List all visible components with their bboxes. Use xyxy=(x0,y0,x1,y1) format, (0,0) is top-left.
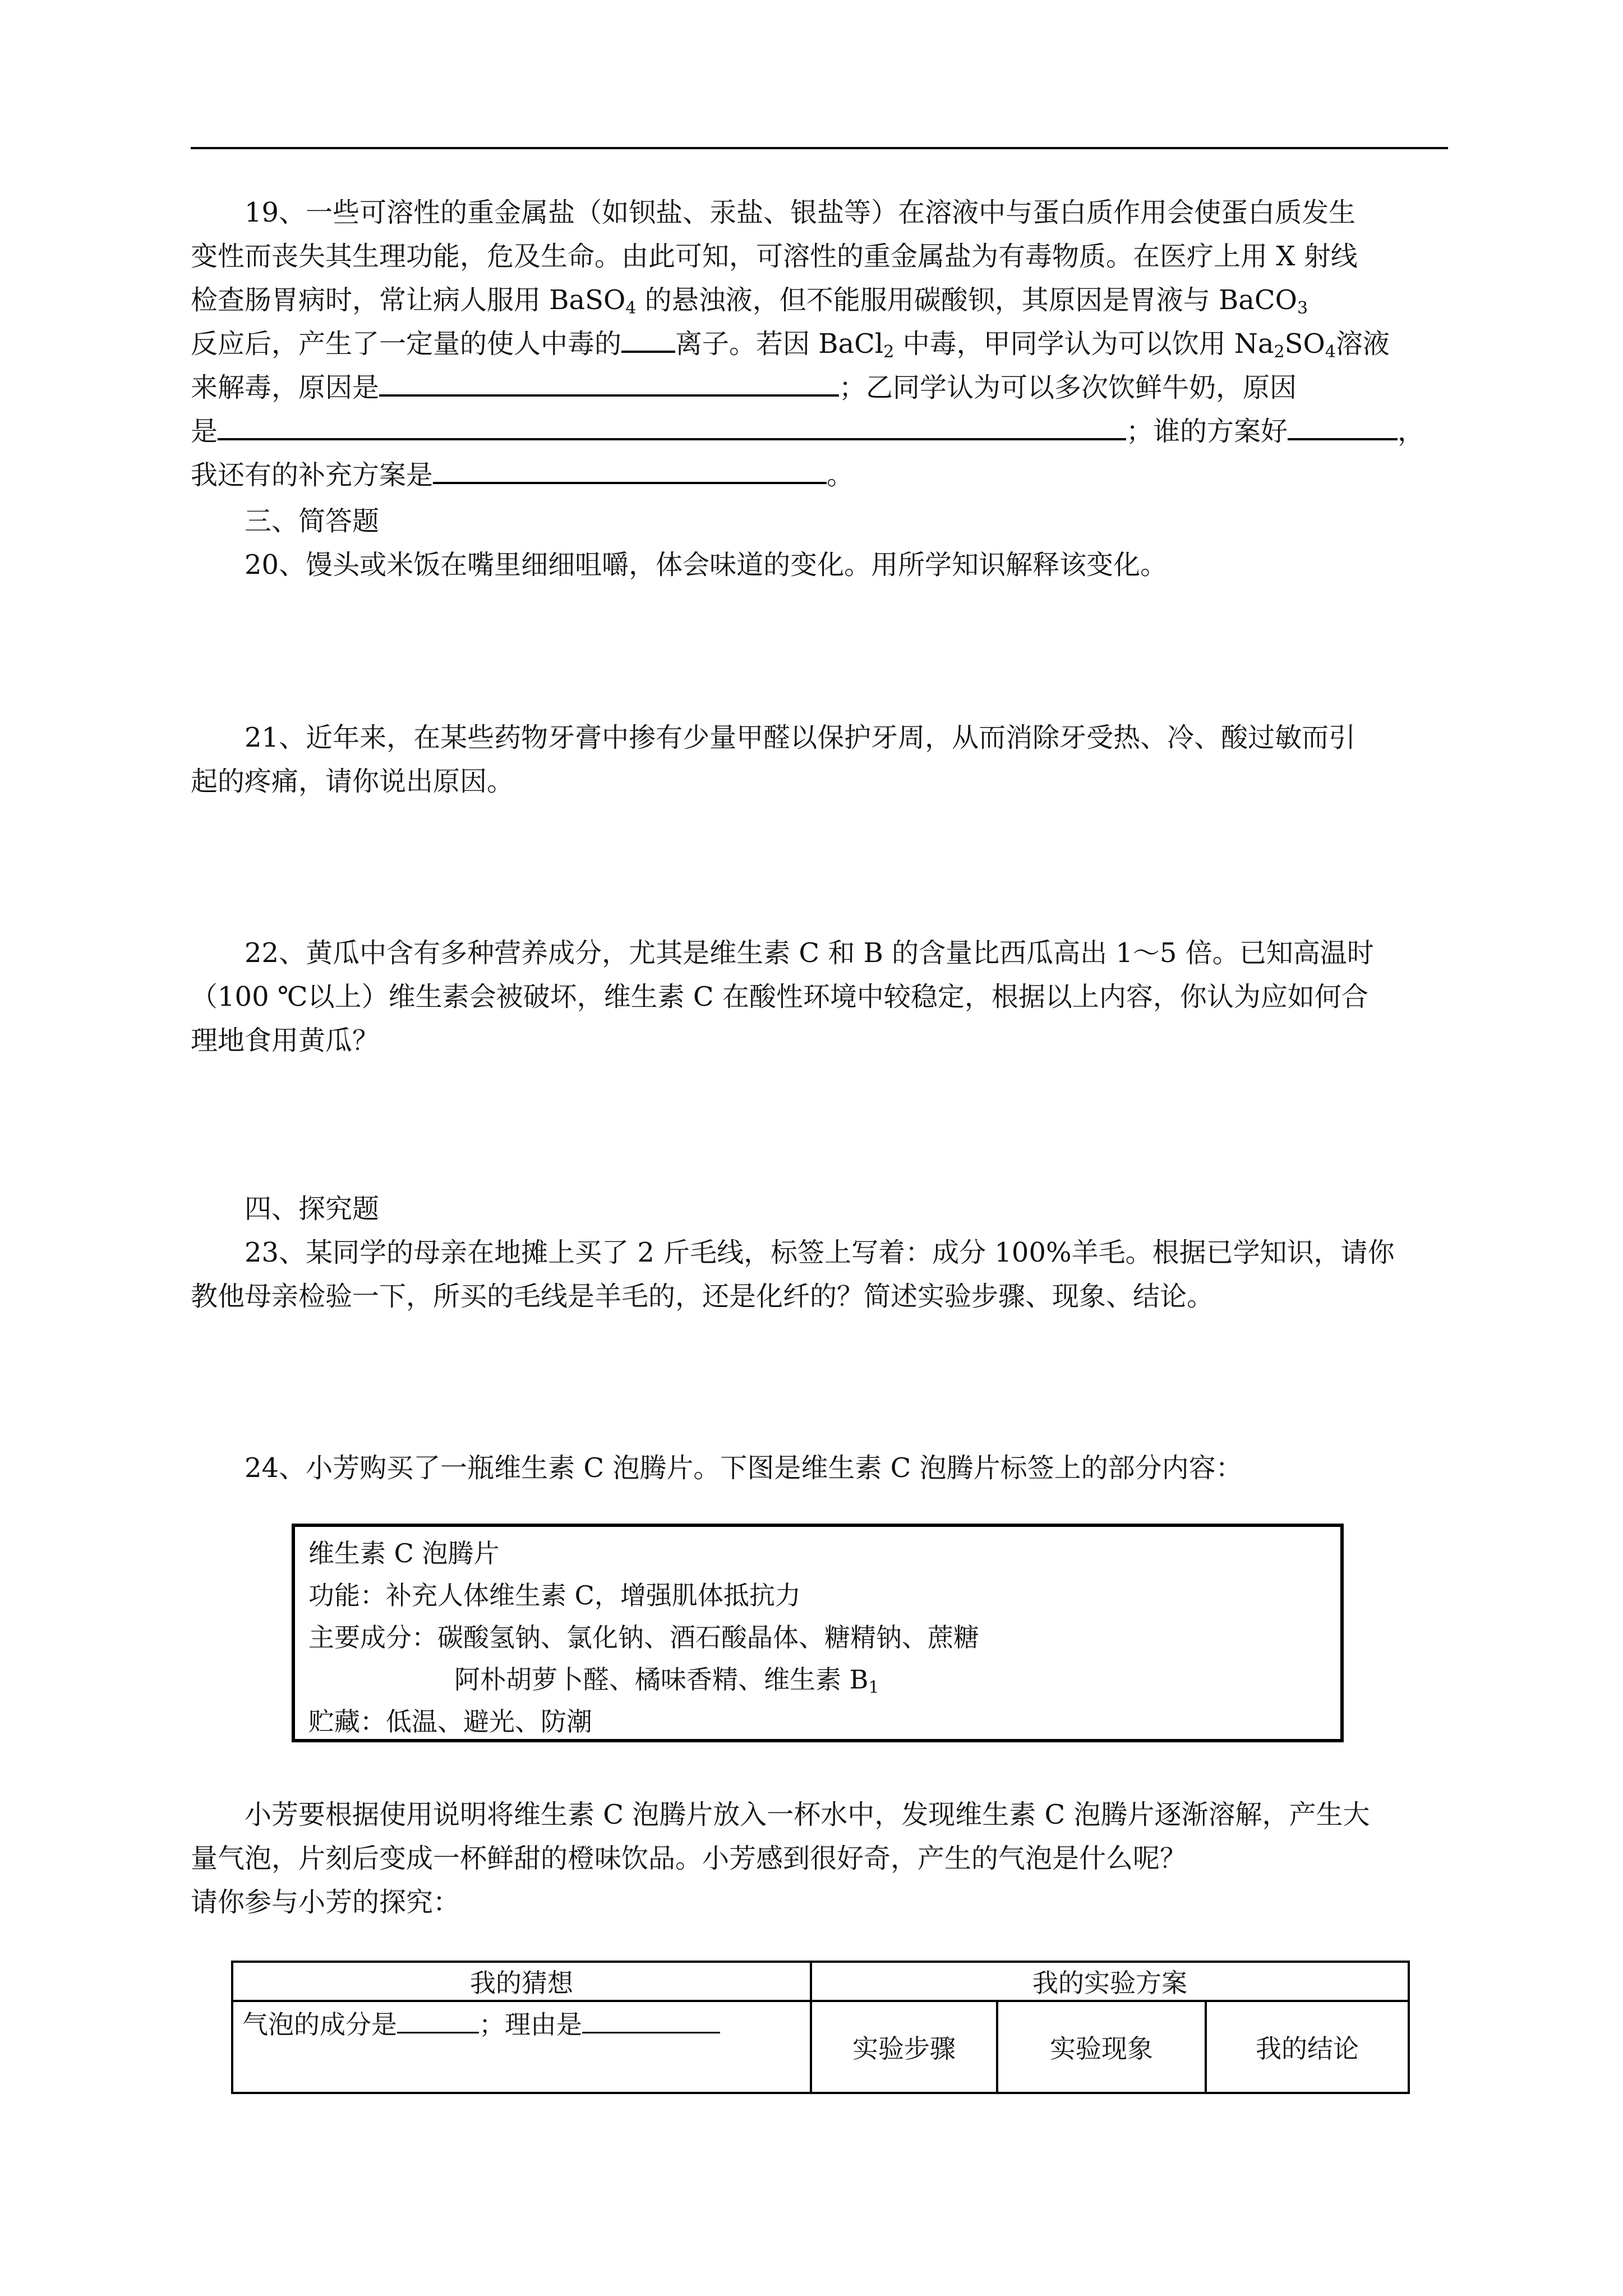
better-plan-blank[interactable] xyxy=(1288,412,1398,440)
q21-line-1: 21、近年来，在某些药物牙膏中掺有少量甲醛以保护牙周，从而消除牙受热、冷、酸过敏而引 xyxy=(245,722,1356,753)
question-23 xyxy=(191,1231,1448,1318)
q19-line-3: 检查肠胃病时，常让病人服用 BaSO$_4$ 的悬浊液，但不能服用碳酸钡，其原因是胃液与 BaCO$_3$ xyxy=(191,284,1308,318)
q23-line-1: 23、某同学的母亲在地摊上买了 2 斤毛线，标签上写着：成分 100%羊毛。根据已学知识，请你 xyxy=(245,1237,1395,1268)
question-20: 20、馒头或米饭在嘴里细细咀嚼，体会味道的变化。用所学知识解释该变化。 xyxy=(245,549,1168,581)
reason-answer-blank[interactable] xyxy=(582,2009,720,2033)
header-my-guess: 我的猜想 xyxy=(232,1962,811,2001)
header-rule xyxy=(191,147,1448,149)
inquiry-table xyxy=(231,1961,1410,2094)
q21-line-2: 起的疼痛，请你说出原因。 xyxy=(191,766,514,797)
question-22 xyxy=(191,931,1448,1062)
col-experiment-steps: 实验步骤 xyxy=(811,2001,997,2093)
q19-line-4: 反应后，产生了一定量的使人中毒的 离子。若因 BaCl$_2$ 中毒，甲同学认为可以饮用 $Na_2SO_4$溶液 xyxy=(191,322,1448,366)
q22-line-2: （100 ℃以上）维生素会被破坏，维生素 C 在酸性环境中较稳定，根据以上内容，你认为应如何合 xyxy=(191,981,1368,1013)
section-4-heading: 四、探究题 xyxy=(245,1193,380,1225)
label-storage: 贮藏：低温、避光、防潮 xyxy=(308,1706,592,1737)
q19-line-1: 19、一些可溶性的重金属盐（如钡盐、汞盐、银盐等）在溶液中与蛋白质作用会使蛋白质发生 xyxy=(245,197,1356,228)
question-21 xyxy=(191,716,1448,803)
experiment-description xyxy=(191,1793,1448,1924)
desc-line-2: 量气泡，片刻后变成一杯鲜甜的橙味饮品。小芳感到很好奇，产生的气泡是什么呢？ xyxy=(191,1843,1187,1874)
q19-line-7: 我还有的补充方案是 。 xyxy=(191,453,1448,497)
q19-line-2: 变性而丧失其生理功能，危及生命。由此可知，可溶性的重金属盐为有毒物质。在医疗上用 X 射线 xyxy=(191,241,1358,272)
desc-line-1: 小芳要根据使用说明将维生素 C 泡腾片放入一杯水中，发现维生素 C 泡腾片逐渐溶解，产生大 xyxy=(245,1799,1370,1830)
q19-line-5: 来解毒，原因是 ；乙同学认为可以多次饮鲜牛奶，原因 xyxy=(191,366,1448,409)
label-function: 功能：补充人体维生素 C，增强肌体抵抗力 xyxy=(308,1580,801,1611)
desc-line-3: 请你参与小芳的探究： xyxy=(191,1887,460,1918)
extra-plan-blank[interactable] xyxy=(433,456,827,484)
reason-a-blank[interactable] xyxy=(379,369,839,397)
q23-line-2: 教他母亲检验一下，所买的毛线是羊毛的，还是化纤的？简述实验步骤、现象、结论。 xyxy=(191,1281,1214,1312)
label-ingredients-2: 阿朴胡萝卜醛、橘味香精、维生素 $B_1$ xyxy=(454,1664,879,1697)
reason-b-blank[interactable] xyxy=(218,412,1126,440)
question-19 xyxy=(191,191,1448,497)
q22-line-3: 理地食用黄瓜？ xyxy=(191,1025,380,1056)
gas-answer-blank[interactable] xyxy=(397,2009,479,2033)
product-label-box xyxy=(292,1524,1344,1742)
guess-cell: 气泡的成分是 ；理由是 xyxy=(232,2001,811,2093)
question-24: 24、小芳购买了一瓶维生素 C 泡腾片。下图是维生素 C 泡腾片标签上的部分内容： xyxy=(245,1452,1243,1484)
label-product-name: 维生素 C 泡腾片 xyxy=(308,1538,500,1568)
col-experiment-phenomena: 实验现象 xyxy=(997,2001,1206,2093)
label-ingredients-1: 主要成分：碳酸氢钠、氯化钠、酒石酸晶体、糖精钠、蔗糖 xyxy=(308,1622,979,1653)
q22-line-1: 22、黄瓜中含有多种营养成分，尤其是维生素 C 和 B 的含量比西瓜高出 1～5 倍。已知高温时 xyxy=(245,937,1374,969)
ion-answer-blank[interactable] xyxy=(621,325,675,353)
header-my-plan: 我的实验方案 xyxy=(811,1962,1409,2001)
section-3-heading: 三、简答题 xyxy=(245,505,380,537)
col-my-conclusion: 我的结论 xyxy=(1206,2001,1409,2093)
q19-line-6: 是 ；谁的方案好 ， xyxy=(191,409,1448,453)
